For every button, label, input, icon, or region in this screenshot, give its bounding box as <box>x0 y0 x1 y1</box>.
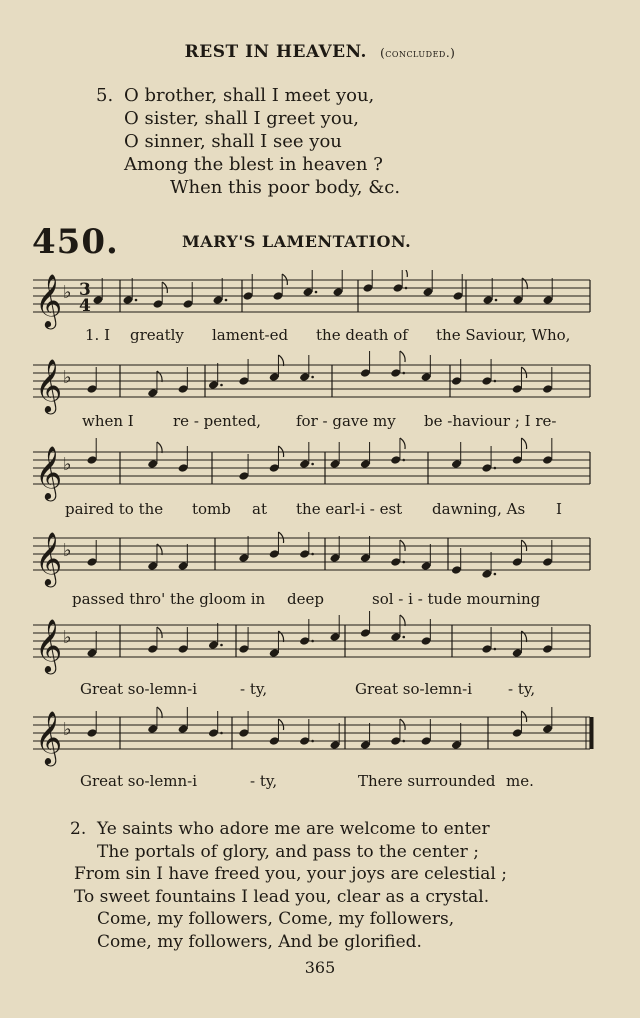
hymn-title: MARY'S LAMENTATION. <box>182 232 412 251</box>
lyric-syllable: passed thro' the gloom in <box>72 590 266 608</box>
lyric-syllable: for - gave my <box>296 412 396 430</box>
note-flag <box>400 438 405 449</box>
lyric-syllable: There surrounded <box>358 772 496 790</box>
treble-clef-icon: 𝄞 <box>35 358 63 412</box>
stanza-line: O brother, shall I meet you, <box>124 85 375 106</box>
stanza-line: Come, my followers, And be glorified. <box>97 931 422 952</box>
lyric-syllable: Great so-lemn-i <box>80 680 197 698</box>
note-flag <box>402 270 407 277</box>
stanza-line: O sinner, shall I see you <box>124 131 342 152</box>
time-signature-bottom: 4 <box>79 296 91 316</box>
dot <box>494 380 497 383</box>
time-signature-top: 3 <box>79 280 91 300</box>
lyric-syllable: at <box>252 500 267 518</box>
dot <box>220 384 223 387</box>
dot <box>311 553 314 556</box>
stanza-line: The portals of glory, and pass to the center ; <box>97 841 479 862</box>
lyric-syllable: paired to the <box>65 500 164 518</box>
lyric-syllable: Great so-lemn-i <box>80 772 197 790</box>
stanza-line: When this poor body, &c. <box>170 177 401 198</box>
lyric-syllable: sol - i - tude mourning <box>372 590 541 608</box>
flat-sign-icon: ♭ <box>63 719 72 740</box>
dot <box>402 636 405 639</box>
lyric-syllable: tomb <box>192 500 231 518</box>
flat-sign-icon: ♭ <box>63 540 72 561</box>
treble-clef-icon: 𝄞 <box>35 273 63 327</box>
dot <box>402 561 405 564</box>
lyric-syllable: the death of <box>316 326 408 344</box>
flat-sign-icon: ♭ <box>63 454 72 475</box>
page-number: 365 <box>304 958 336 977</box>
lyric-syllable: when I <box>82 412 134 430</box>
dot <box>311 640 314 643</box>
stanza-line: O sister, shall I greet you, <box>124 108 360 129</box>
stanza-line: Come, my followers, Come, my followers, <box>97 909 455 929</box>
dot <box>495 299 498 302</box>
dot <box>135 299 138 302</box>
dot <box>402 740 405 743</box>
dot <box>311 376 314 379</box>
treble-clef-icon: 𝄞 <box>35 445 63 499</box>
dot <box>494 573 497 576</box>
stanza-number: 5. <box>96 85 114 106</box>
stanza-line: To sweet fountains I lead you, clear as a crystal. <box>74 886 490 907</box>
header-title: REST IN HEAVEN. <box>184 42 367 62</box>
lyric-syllable: dawning, As <box>432 500 526 518</box>
note-flag <box>400 351 405 362</box>
flat-sign-icon: ♭ <box>63 282 72 303</box>
flat-sign-icon: ♭ <box>63 627 72 648</box>
running-header <box>0 42 640 62</box>
note-flag <box>278 355 283 366</box>
lyric-syllable: the earl-i - est <box>296 500 403 518</box>
stanza-number: 2. <box>70 819 87 839</box>
note-flag <box>400 615 405 626</box>
dot <box>311 463 314 466</box>
stanza-line: Ye saints who adore me are welcome to enter <box>97 819 490 839</box>
dot <box>494 648 497 651</box>
dot <box>315 291 318 294</box>
treble-clef-icon: 𝄞 <box>35 531 63 585</box>
dot <box>311 740 314 743</box>
dot <box>225 299 228 302</box>
stanza-line: From sin I have freed you, your joys are celestial ; <box>74 864 507 884</box>
hymn-number: 450. <box>32 222 119 262</box>
note-flag <box>157 442 162 453</box>
lyric-syllable: deep <box>287 590 324 608</box>
note-flag <box>521 438 526 449</box>
dot <box>220 732 223 735</box>
treble-clef-icon: 𝄞 <box>35 710 63 764</box>
dot <box>402 372 405 375</box>
lyric-syllable: 1. I <box>85 326 111 344</box>
header-note: (concluded.) <box>380 46 456 60</box>
lyric-syllable: me. <box>506 772 534 790</box>
note-flag <box>157 707 162 718</box>
lyric-syllable: lament-ed <box>212 326 289 344</box>
lyric-syllable: - ty, <box>240 680 268 698</box>
flat-sign-icon: ♭ <box>63 367 72 388</box>
music-score <box>0 270 640 810</box>
lyric-syllable: be -haviour ; I re- <box>424 412 557 430</box>
lyric-syllable: re - pented, <box>173 412 262 430</box>
treble-clef-icon: 𝄞 <box>35 618 63 672</box>
lyric-syllable: Great so-lemn-i <box>355 680 472 698</box>
dot <box>220 644 223 647</box>
dot <box>405 287 408 290</box>
dot <box>402 459 405 462</box>
lyric-syllable: - ty, <box>250 772 278 790</box>
lyric-syllable: greatly <box>130 326 184 344</box>
stanza-line: Among the blest in heaven ? <box>124 154 383 175</box>
dot <box>494 467 497 470</box>
lyric-syllable: I <box>556 500 562 518</box>
lyric-syllable: the Saviour, Who, <box>436 326 571 344</box>
lyric-syllable: - ty, <box>508 680 536 698</box>
